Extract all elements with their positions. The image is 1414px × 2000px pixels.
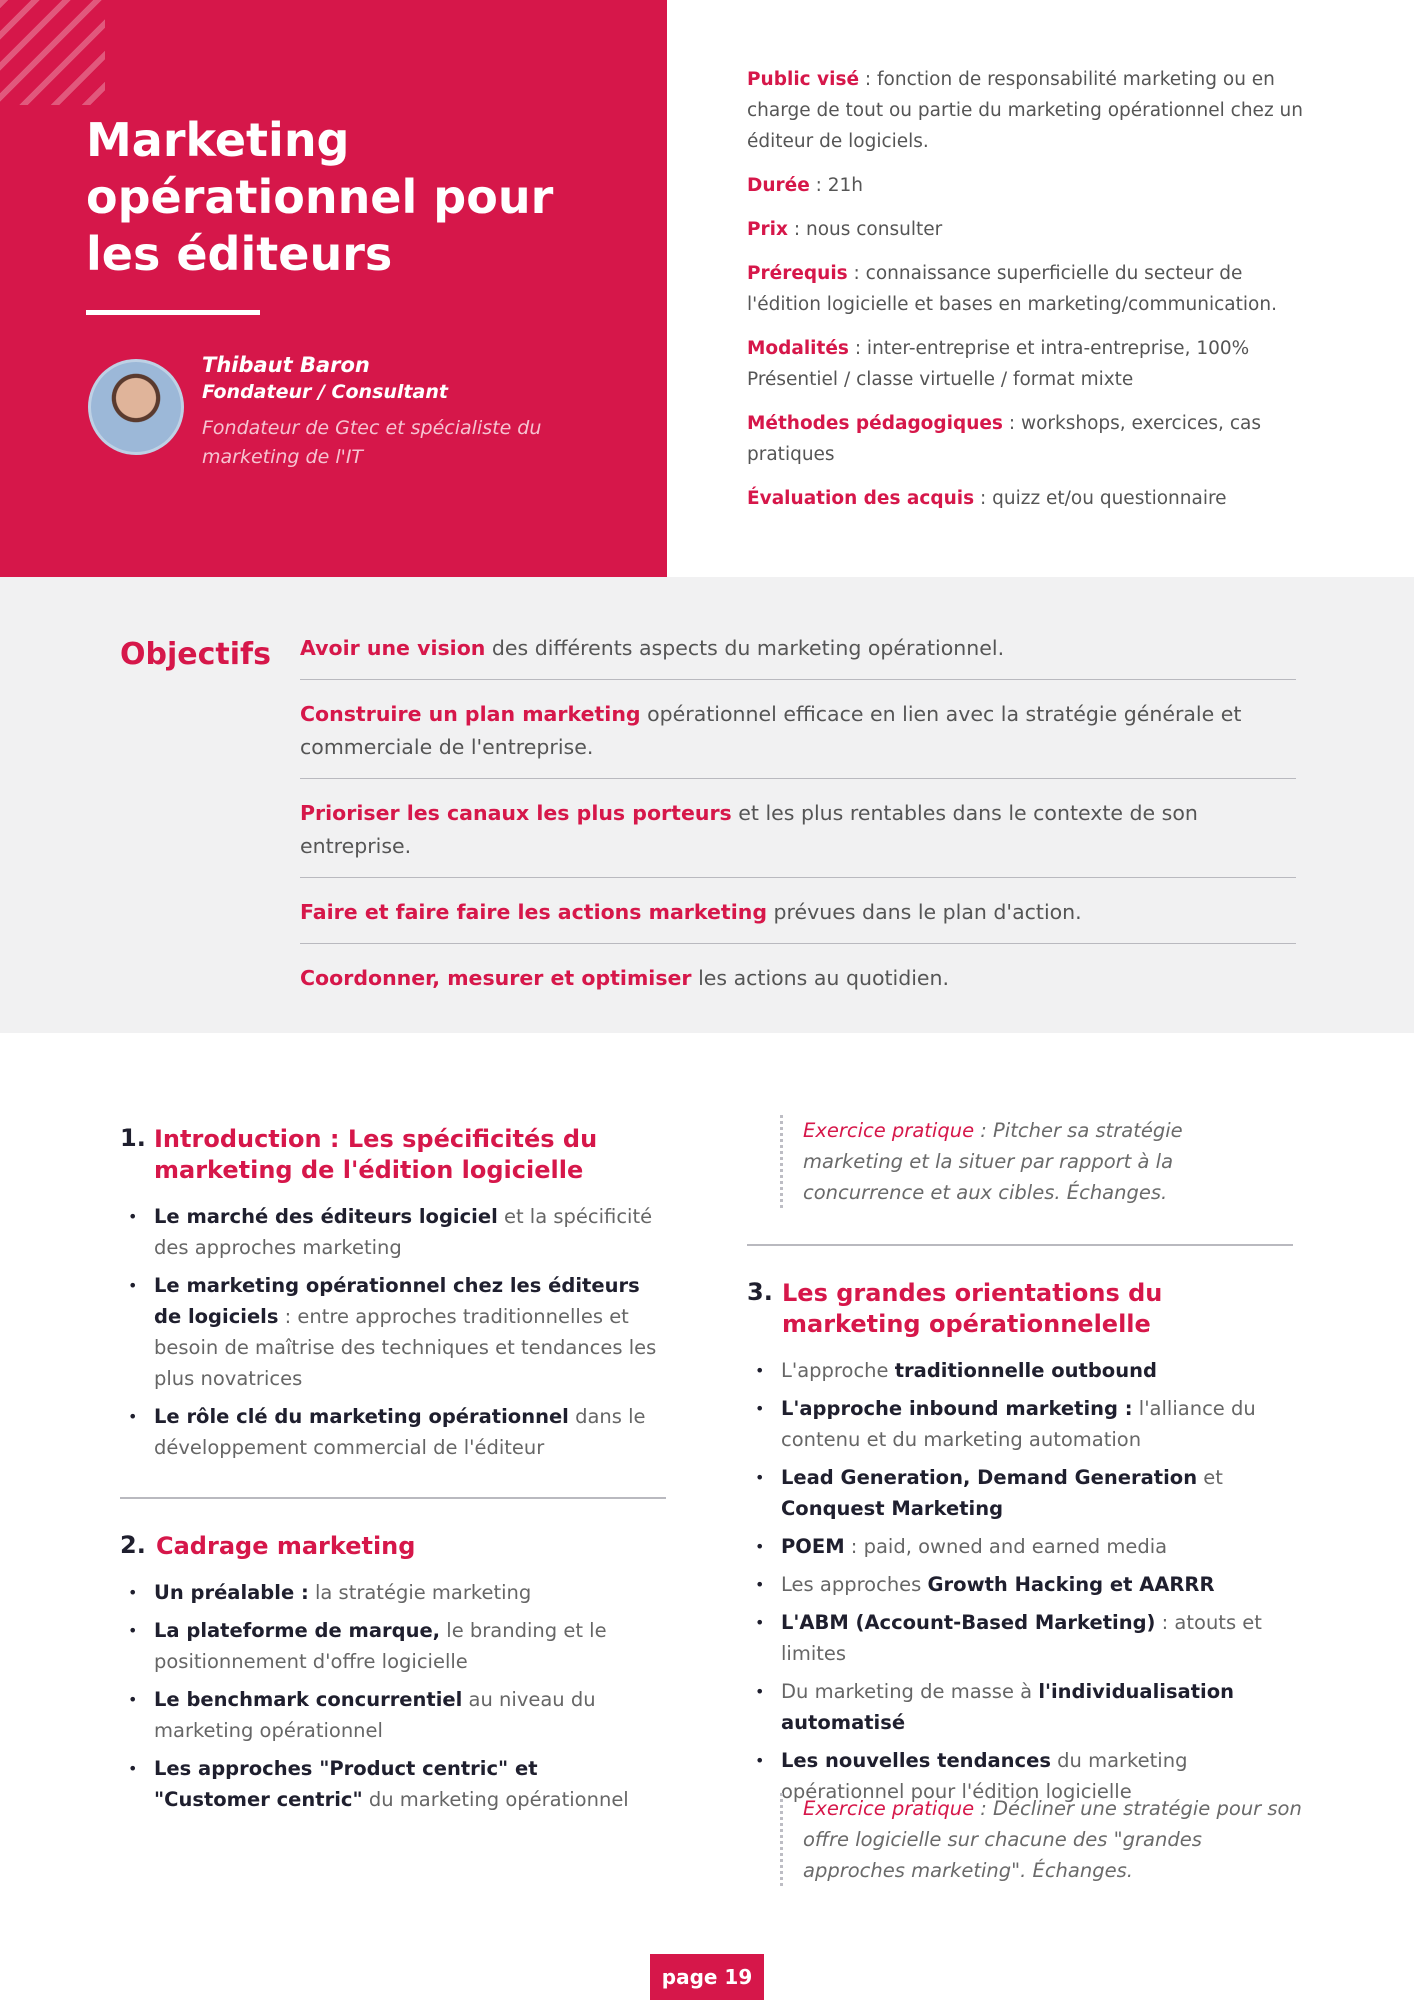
list-item: • Le benchmark concurrentiel au niveau du marketing opérationnel: [120, 1684, 660, 1746]
section-1-title: Introduction : Les spécificités du marketing de l'édition logicielle: [154, 1125, 598, 1184]
list-item: • Les nouvelles tendances du marketing opérationnel pour l'édition logicielle: [747, 1745, 1307, 1807]
exercise-box-1: Exercice pratique : Pitcher sa stratégie marketing et la situer par rapport à la concurrence et aux cibles. Échanges.: [780, 1115, 1233, 1208]
divider: [120, 1497, 666, 1499]
decorative-stripes: [0, 0, 105, 105]
info-price: Prix : nous consulter: [747, 219, 943, 240]
page-title: Marketing opérationnel pour les éditeurs: [86, 113, 554, 281]
exercise-box-2: Exercice pratique : Décliner une stratégie pour son offre logicielle sur chacune des "grandes approches marketing". Échanges.: [780, 1793, 1303, 1886]
objective-item: Prioriser les canaux les plus porteurs et les plus rentables dans le contexte de son entreprise.: [300, 797, 1296, 878]
author-description: Fondateur de Gtec et spécialiste du marketing de l'IT: [202, 417, 542, 468]
info-audience: Public visé : fonction de responsabilité marketing ou en charge de tout ou partie du marketing opérationnel chez un éditeur de logiciels.: [747, 69, 1303, 152]
info-prerequisites: Prérequis : connaissance superficielle du secteur de l'édition logicielle et bases en marketing/communication.: [747, 263, 1277, 315]
list-item: • Le rôle clé du marketing opérationnel dans le développement commercial de l'éditeur: [120, 1401, 660, 1463]
section-2-number: 2.: [120, 1531, 146, 1559]
list-item: • Les approches "Product centric" et "Customer centric" du marketing opérationnel: [120, 1753, 660, 1815]
author-avatar: [88, 359, 184, 455]
hero-banner: [0, 0, 667, 577]
list-item: • Lead Generation, Demand Generation et Conquest Marketing: [747, 1462, 1307, 1524]
objective-item: Avoir une vision des différents aspects du marketing opérationnel.: [300, 632, 1296, 680]
list-item: • POEM : paid, owned and earned media: [747, 1531, 1307, 1562]
section-2-list: [120, 1577, 660, 1822]
info-evaluation: Évaluation des acquis : quizz et/ou questionnaire: [747, 488, 1227, 509]
info-modalities: Modalités : inter-entreprise et intra-entreprise, 100% Présentiel / classe virtuelle / format mixte: [747, 338, 1250, 390]
page-number-badge: page 19: [650, 1954, 764, 2000]
info-methods: Méthodes pédagogiques : workshops, exercices, cas pratiques: [747, 413, 1261, 465]
objectives-list: [300, 632, 1296, 1027]
objective-item: Construire un plan marketing opérationnel efficace en lien avec la stratégie générale et commerciale de l'entreprise.: [300, 698, 1296, 779]
list-item: • L'approche inbound marketing : l'alliance du contenu et du marketing automation: [747, 1393, 1307, 1455]
objectives-heading: Objectifs: [120, 637, 271, 672]
list-item: • Le marché des éditeurs logiciel et la spécificité des approches marketing: [120, 1201, 660, 1263]
list-item: • Le marketing opérationnel chez les éditeurs de logiciels : entre approches traditionnelles et besoin de maîtrise des techniques et tendances les plus novatrices: [120, 1270, 660, 1394]
objectives-section: [0, 577, 1414, 1033]
list-item: • Un préalable : la stratégie marketing: [120, 1577, 660, 1608]
title-underline: [86, 310, 260, 315]
section-3-number: 3.: [747, 1278, 773, 1306]
objective-item: Faire et faire faire les actions marketing prévues dans le plan d'action.: [300, 896, 1296, 944]
section-3-title: Les grandes orientations du marketing opérationnelelle: [782, 1279, 1163, 1338]
info-duration: Durée : 21h: [747, 175, 864, 196]
divider: [747, 1244, 1293, 1246]
author-role: Fondateur / Consultant: [202, 381, 448, 403]
list-item: • L'approche traditionnelle outbound: [747, 1355, 1307, 1386]
section-2-title: Cadrage marketing: [156, 1532, 416, 1560]
section-3-list: [747, 1355, 1307, 1814]
list-item: • L'ABM (Account-Based Marketing) : atouts et limites: [747, 1607, 1307, 1669]
list-item: • Les approches Growth Hacking et AARRR: [747, 1569, 1307, 1600]
list-item: • Du marketing de masse à l'individualisation automatisé: [747, 1676, 1307, 1738]
author-name: Thibaut Baron: [202, 353, 370, 377]
course-info: [747, 64, 1307, 527]
list-item: • La plateforme de marque, le branding et le positionnement d'offre logicielle: [120, 1615, 660, 1677]
objective-item: Coordonner, mesurer et optimiser les actions au quotidien.: [300, 966, 950, 990]
section-1-number: 1.: [120, 1124, 146, 1152]
section-1-list: [120, 1201, 660, 1470]
